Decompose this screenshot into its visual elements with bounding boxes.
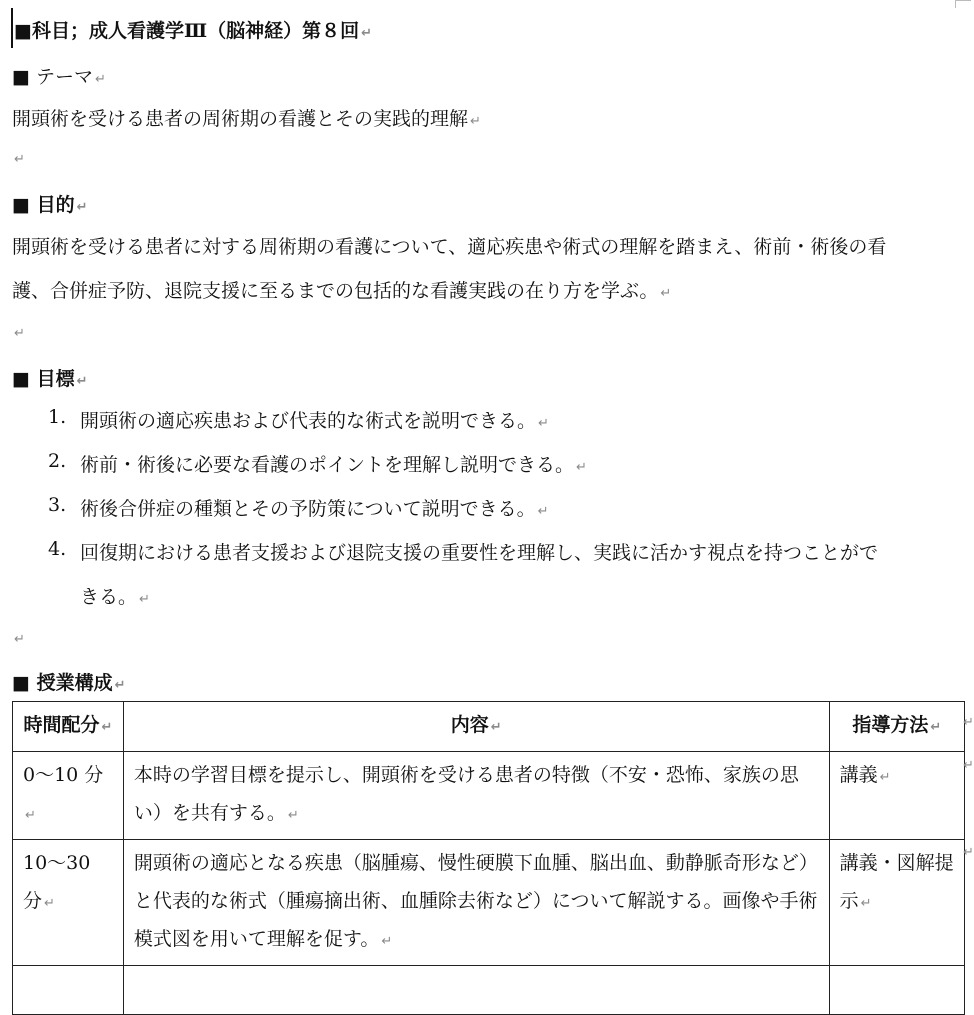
paragraph-mark: ↵: [139, 592, 150, 607]
goal-text: 開頭術の適応疾患および代表的な術式を説明できる。: [80, 410, 537, 432]
paragraph-mark: ↵: [76, 374, 88, 389]
cell-content[interactable]: [123, 966, 829, 1015]
header-text: 時間配分: [23, 714, 100, 736]
theme-text-content: 開頭術を受ける患者の周術期の看護とその実践的理解: [12, 108, 469, 130]
row-end-mark: ↵: [963, 758, 974, 773]
cell-method[interactable]: [829, 752, 964, 840]
cell-text: 開頭術の適応となる疾患（脳腫瘍、慢性硬膜下血腫、脳出血、動静脈奇形など）と代表的な術式（腫瘍摘出術、血腫除去術など）について解説する。画像や手術模式図を用いて理解を促す。: [133, 852, 818, 950]
empty-paragraph[interactable]: [12, 320, 25, 342]
structure-label-text: ■ 授業構成: [12, 672, 113, 694]
table-row: [13, 966, 965, 1015]
row-end-mark: ↵: [963, 715, 974, 730]
text-cursor: [11, 8, 13, 48]
paragraph-mark: ↵: [25, 808, 36, 823]
header-text: 指導方法: [852, 714, 929, 736]
goals-label[interactable]: [12, 364, 87, 391]
header-content[interactable]: [123, 702, 829, 752]
goal-text: 回復期における患者支援および退院支援の重要性を理解し、実践に活かす視点を持つことがで: [80, 542, 879, 564]
cell-time[interactable]: [13, 966, 124, 1015]
cell-text: 0～10 分: [23, 764, 104, 786]
cell-time[interactable]: [13, 840, 124, 966]
table-row: [13, 752, 965, 840]
cell-text: 講義・図解提示: [839, 852, 954, 912]
empty-paragraph[interactable]: [12, 146, 25, 168]
cell-time[interactable]: [13, 752, 124, 840]
paragraph-mark: ↵: [44, 896, 55, 911]
cell-method[interactable]: [829, 840, 964, 966]
cell-method[interactable]: [829, 966, 964, 1015]
empty-paragraph[interactable]: [12, 626, 25, 648]
purpose-text-line-2[interactable]: [12, 276, 671, 303]
goal-number: 4.: [48, 538, 67, 560]
goal-text: 術後合併症の種類とその予防策について説明できる。: [80, 498, 536, 520]
row-end-mark: ↵: [963, 845, 974, 860]
header-method[interactable]: [829, 702, 964, 752]
goal-number: 3.: [48, 494, 67, 516]
table-header-row: [13, 702, 965, 752]
structure-label[interactable]: [12, 668, 125, 695]
paragraph-mark: ↵: [930, 720, 942, 735]
goal-number: 1.: [48, 406, 67, 428]
paragraph-mark: ↵: [537, 504, 549, 519]
paragraph-mark: ↵: [14, 152, 25, 167]
paragraph-mark: ↵: [660, 286, 672, 301]
paragraph-mark: ↵: [361, 26, 372, 41]
purpose-text: 護、合併症予防、退院支援に至るまでの包括的な看護実践の在り方を学ぶ。: [12, 280, 659, 302]
purpose-label[interactable]: [12, 190, 87, 217]
cell-text: 本時の学習目標を提示し、開頭術を受ける患者の特徴（不安・恐怖、家族の思い）を共有する。: [133, 764, 799, 824]
paragraph-mark: ↵: [14, 326, 25, 341]
cell-content[interactable]: [123, 752, 829, 840]
paragraph-mark: ↵: [490, 720, 502, 735]
purpose-text: 開頭術を受ける患者に対する周術期の看護について、適応疾患や術式の理解を踏まえ、術前・術後の看: [12, 236, 887, 258]
document-heading[interactable]: [14, 16, 372, 43]
lesson-structure-table: [12, 701, 965, 1015]
theme-label[interactable]: [12, 62, 106, 89]
paragraph-mark: ↵: [14, 632, 25, 647]
purpose-label-text: ■ 目的: [12, 194, 75, 216]
paragraph-mark: ↵: [76, 200, 88, 215]
theme-text[interactable]: [12, 104, 481, 131]
header-time[interactable]: [13, 702, 124, 752]
page-corner-mark: [955, 0, 956, 8]
paragraph-mark: ↵: [287, 808, 299, 823]
page-corner-mark: [955, 0, 971, 1]
cell-text: 10～30 分: [23, 852, 91, 912]
paragraph-mark: ↵: [95, 72, 106, 87]
goal-text: 術前・術後に必要な看護のポイントを理解し説明できる。: [80, 454, 575, 476]
goals-label-text: ■ 目標: [12, 368, 75, 390]
paragraph-mark: ↵: [538, 416, 549, 431]
paragraph-mark: ↵: [101, 720, 113, 735]
paragraph-mark: ↵: [381, 934, 393, 949]
goal-number: 2.: [48, 450, 67, 472]
header-text: 内容: [450, 714, 489, 736]
table-row: [13, 840, 965, 966]
paragraph-mark: ↵: [470, 114, 481, 129]
purpose-text-line-1[interactable]: [12, 232, 886, 259]
cell-content[interactable]: [123, 840, 829, 966]
goal-text-continued: きる。: [80, 586, 138, 608]
cell-text: 講義: [839, 764, 878, 786]
paragraph-mark: ↵: [114, 678, 126, 693]
theme-label-text: ■ テーマ: [12, 66, 93, 88]
paragraph-mark: ↵: [879, 770, 891, 785]
paragraph-mark: ↵: [576, 460, 587, 475]
paragraph-mark: ↵: [860, 896, 872, 911]
heading-text: ■科目；成人看護学Ⅲ（脳神経）第８回: [14, 20, 360, 42]
